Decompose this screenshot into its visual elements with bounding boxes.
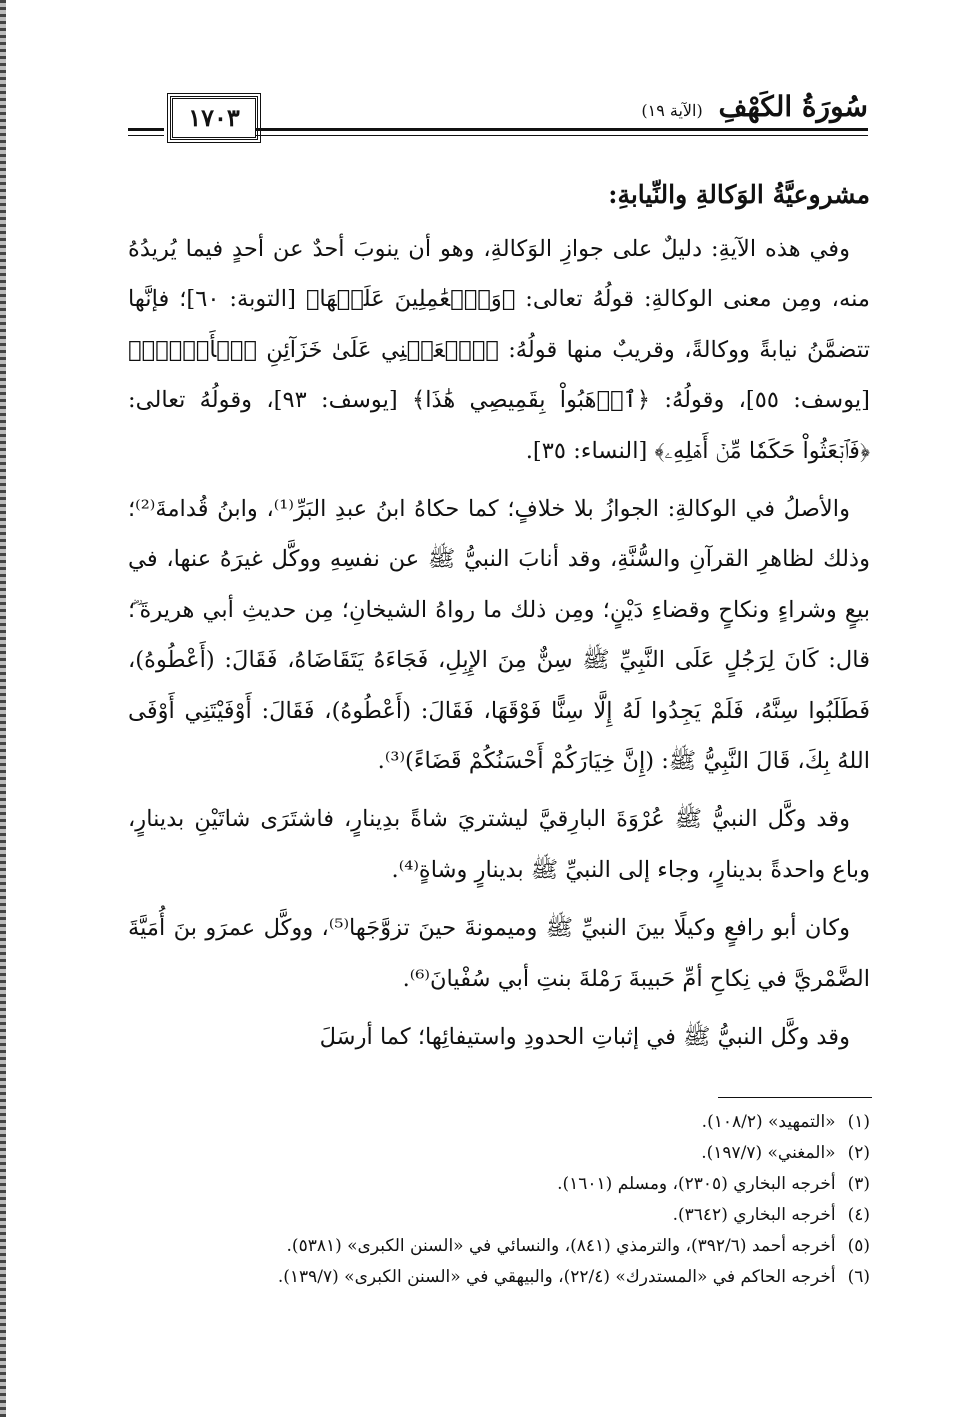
page-number: ١٧٠٣ xyxy=(170,96,258,140)
footnote xyxy=(100,1169,870,1200)
header-rule xyxy=(256,128,868,136)
footnote-number: (٦) xyxy=(847,1267,870,1287)
paragraph: والأصلُ في الوكالةِ: الجوازُ بلا خلافٍ؛ كما حكاهُ ابنُ عبدِ البَرِّ⁽¹⁾، وابنُ قُدامةَ⁽²⁾؛ وذلك لظاهرِ القرآنِ والسُّنَّةِ، وقد أنابَ النبيُّ ﷺ عن نفسِهِ ووكَّل غيرَهُ عنها، في بيعٍ وشراءٍ ونكاحٍ وقضاءِ دَيْنٍ؛ ومِن ذلك ما رواهُ الشيخانِ؛ مِن حديثِ أبي هريرةَ ؓ؛ قال: كَانَ لِرَجُلٍ عَلَى النَّبِيِّ ﷺ سِنٌّ مِنَ الإِبِلِ، فَجَاءَهُ يَتَقَاضَاهُ، فَقَالَ: (أَعْطُوهُ)، فَطَلَبُوا سِنَّهُ، فَلَمْ يَجِدُوا لَهُ إِلَّا سِنًّا فَوْقَهَا، فَقَالَ: (أَعْطُوهُ)، فَقَالَ: أَوْفَيْتَنِي أَوْفَى اللهُ بِكَ، قَالَ النَّبِيُّ ﷺ: (إِنَّ خِيَارَكُمْ أَحْسَنُكُمْ قَضَاءً)⁽³⁾. xyxy=(128,496,870,775)
verse-reference: (الآية ١٩) xyxy=(641,101,703,120)
section-heading: مشروعيَّةُ الوَكالةِ والنِّيابةِ: xyxy=(608,180,870,209)
paragraph: وفي هذه الآيةِ: دليلٌ على جوازِ الوَكالةِ، وهو أن ينوبَ أحدٌ عن أحدٍ فيما يُريدُهُ منه، ومِن معنى الوكالةِ: قولُهُ تعالى: ﴿وَٱلۡعَٰمِلِينَ عَلَيۡهَا﴾ [التوبة: ٦٠]؛ فإنَّها تتضمَّنُ نيابةً ووكالةً، وقريبٌ منها قولُهُ: ﴿ٱجۡعَلۡنِي عَلَىٰ خَزَآئِنِ ٱلۡأَرۡضِۖ﴾ [يوسف: ٥٥]، وقولُهُ: ﴿ٱذۡهَبُواْ بِقَمِيصِي هَٰذَا﴾ [يوسف: ٩٣]، وقولُهُ تعالى: ﴿فَٱبۡعَثُواْ حَكَمٗا مِّنۡ أَهۡلِهِۦ﴾ [النساء: ٣٥]. xyxy=(128,236,871,464)
footnote-divider xyxy=(718,1097,872,1098)
header-rule-short xyxy=(128,128,164,136)
footnote xyxy=(100,1138,870,1169)
paragraph: وقد وكَّل النبيُّ ﷺ في إثباتِ الحدودِ واستيفائِها؛ كما أرسَلَ xyxy=(319,1024,850,1051)
page-body xyxy=(128,168,870,1063)
footnote-text: أخرجه أحمد (٣٩٢/٦)، والترمذي (٨٤١)، والنسائي في «السنن الكبرى» (٥٣٨١). xyxy=(286,1236,836,1256)
footnote-number: (٣) xyxy=(847,1174,870,1194)
footnote-text: أخرجه البخاري (٣٦٤٢). xyxy=(672,1205,836,1225)
paragraph: وكان أبو رافعٍ وكيلًا بينَ النبيِّ ﷺ وميمونةَ حينَ تزوَّجَها⁽⁵⁾، ووكَّل عمرَو بنَ أُمَيَّةَ الضَّمْريَّ في نِكاحِ أمِّ حَبيبةَ رَمْلةَ بنتِ أبي سُفْيانَ⁽⁶⁾. xyxy=(128,915,870,992)
surah-title: سُورَةُ الكَهْفِ xyxy=(718,90,868,123)
footnote xyxy=(100,1231,870,1262)
paragraph: وقد وكَّل النبيُّ ﷺ عُرْوَةَ البارِقيَّ ليشتريَ شاةً بدِينارٍ، فاشتَرَى شاتَيْنِ بدينارٍ، وباع واحدةً بدينارٍ، وجاء إلى النبيِّ ﷺ بدينارٍ وشاةٍ⁽⁴⁾. xyxy=(128,806,870,883)
footnote-number: (٤) xyxy=(847,1205,870,1225)
footnote-text: «المغني» (١٩٧/٧). xyxy=(701,1143,836,1163)
footnote-number: (٢) xyxy=(847,1143,870,1163)
footnote xyxy=(100,1107,870,1138)
footnote-text: «التمهيد» (١٠٨/٢). xyxy=(701,1112,836,1132)
scan-edge xyxy=(0,0,6,1417)
footnote-number: (١) xyxy=(847,1112,870,1132)
page-header xyxy=(128,86,868,146)
running-title xyxy=(641,90,868,123)
footnote-number: (٥) xyxy=(847,1236,870,1256)
footnote-text: أخرجه الحاكم في «المستدرك» (٢٢/٤)، والبيهقي في «السنن الكبرى» (١٣٩/٧). xyxy=(277,1267,836,1287)
footnotes xyxy=(100,1107,870,1293)
footnote-text: أخرجه البخاري (٢٣٠٥)، ومسلم (١٦٠١). xyxy=(557,1174,836,1194)
footnote xyxy=(100,1200,870,1231)
footnote xyxy=(100,1262,870,1293)
